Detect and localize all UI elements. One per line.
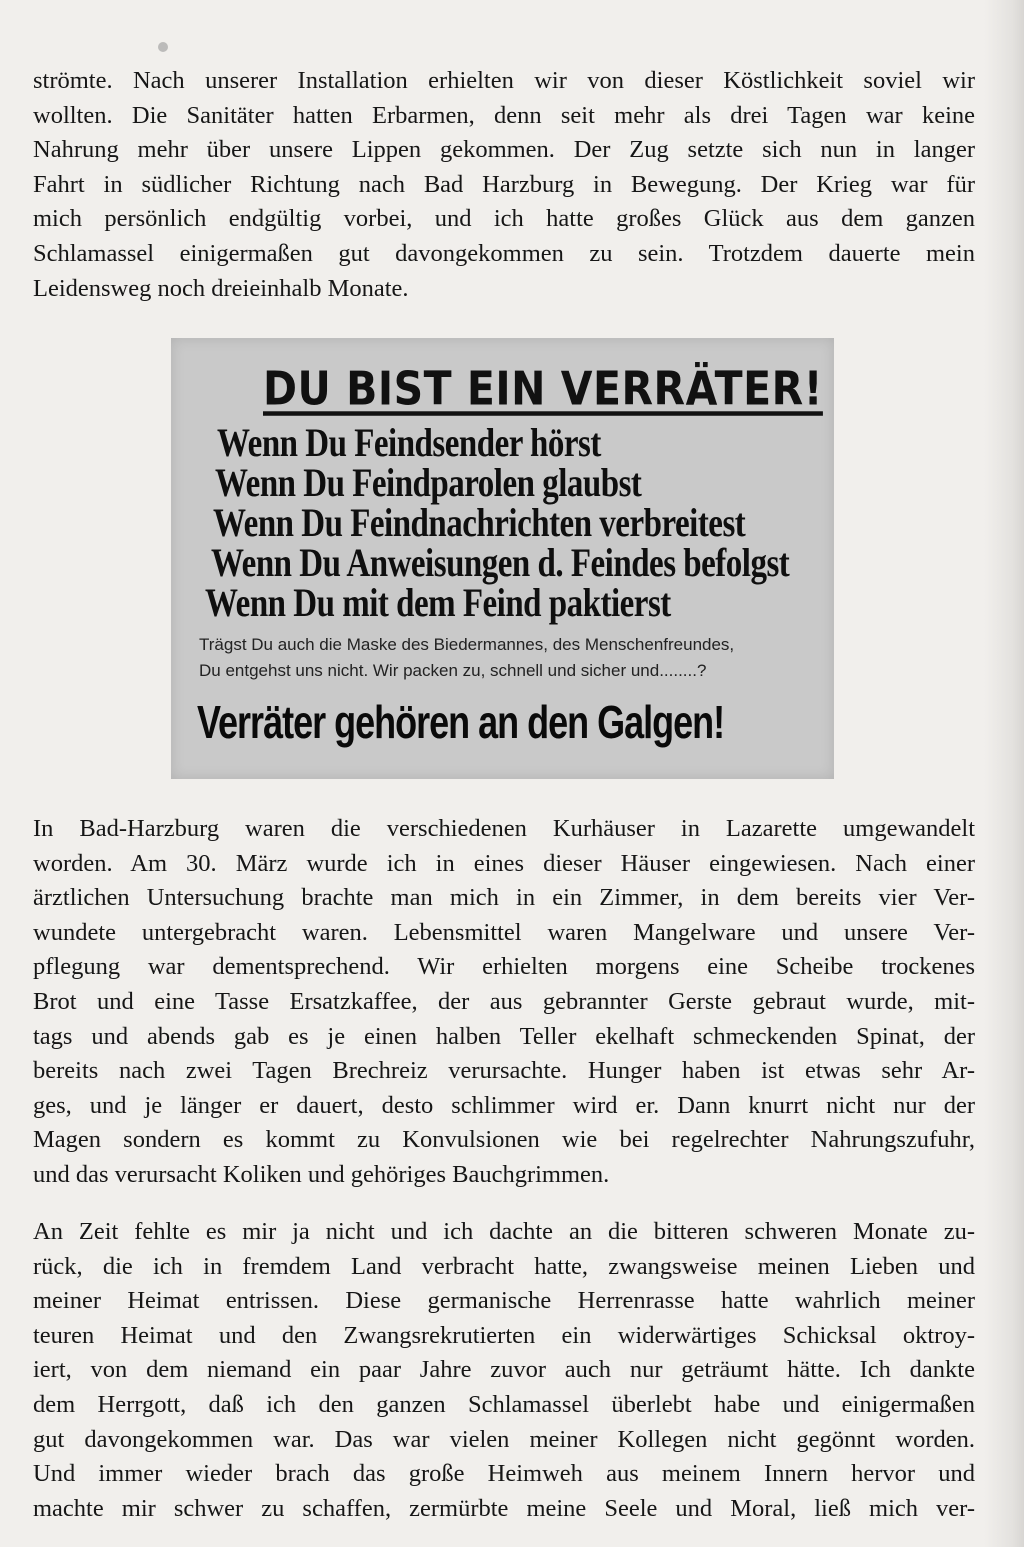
poster-small-text: Du entgehst uns nicht. Wir packen zu, schnell und sicher und........? xyxy=(199,661,707,680)
text-line: pflegung war dementsprechend. Wir erhielten morgens eine Scheibe trockenes xyxy=(33,953,975,981)
poster-headline: DU BIST EIN VERRÄTER! xyxy=(263,362,823,416)
propaganda-poster xyxy=(171,338,834,779)
text-line: gut davongekommen war. Das war vielen meiner Kollegen nicht gegönnt worden. xyxy=(33,1425,975,1453)
text-line: Und immer wieder brach das große Heimweh aus meinem Innern hervor und xyxy=(33,1460,975,1488)
text-line: Leidensweg noch dreieinhalb Monate. xyxy=(33,274,409,302)
text-line: wollten. Die Sanitäter hatten Erbarmen, denn seit mehr als drei Tagen war keine xyxy=(33,101,975,129)
text-line: Schlamassel einigermaßen gut davongekommen zu sein. Trotzdem dauerte mein xyxy=(33,239,975,267)
poster-condition: Wenn Du Feindnachrichten verbreitest xyxy=(213,502,746,546)
poster-slogan: Verräter gehören an den Galgen! xyxy=(197,696,725,749)
scan-speck xyxy=(158,42,168,52)
text-line: rück, die ich in fremdem Land verbracht hatte, zwangsweise meinen Lieben und xyxy=(33,1252,975,1280)
text-line: wundete untergebracht waren. Lebensmittel waren Mangelware und unsere Ver- xyxy=(33,918,975,946)
text-line: ges, und je länger er dauert, desto schlimmer wird er. Dann knurrt nicht nur der xyxy=(33,1091,975,1119)
poster-small-text: Trägst Du auch die Maske des Biedermannes, des Menschenfreundes, xyxy=(199,635,735,654)
paragraph-3 xyxy=(33,1215,975,1526)
page-edge-shadow xyxy=(984,0,1024,1547)
text-line: iert, von dem niemand ein paar Jahre zuvor auch nur geträumt hätte. Ich dankte xyxy=(33,1356,975,1384)
text-line: Magen sondern es kommt zu Konvulsionen wie bei regelrechter Nahrungszufuhr, xyxy=(33,1126,975,1154)
text-line: Brot und eine Tasse Ersatzkaffee, der aus gebrannter Gerste gebraut wurde, mit- xyxy=(33,987,975,1015)
poster-condition: Wenn Du Feindsender hörst xyxy=(217,422,601,466)
poster-condition: Wenn Du Anweisungen d. Feindes befolgst xyxy=(211,542,790,586)
paragraph-2 xyxy=(33,812,975,1193)
text-line: Fahrt in südlicher Richtung nach Bad Harzburg in Bewegung. Der Krieg war für xyxy=(33,170,975,198)
text-line: bereits nach zwei Tagen Brechreiz verursachte. Hunger haben ist etwas sehr Ar- xyxy=(33,1057,975,1085)
text-line: An Zeit fehlte es mir ja nicht und ich dachte an die bitteren schweren Monate zu- xyxy=(33,1218,975,1245)
poster-condition: Wenn Du Feindparolen glaubst xyxy=(215,462,642,506)
text-line: dem Herrgott, daß ich den ganzen Schlamassel überlebt habe und einigermaßen xyxy=(33,1390,975,1418)
text-line: ärztlichen Untersuchung brachte man mich in ein Zimmer, in dem bereits vier Ver- xyxy=(33,884,975,912)
text-line: worden. Am 30. März wurde ich in eines dieser Häuser eingewiesen. Nach einer xyxy=(33,849,975,877)
text-line: machte mir schwer zu schaffen, zermürbte meine Seele und Moral, ließ mich ver- xyxy=(33,1494,975,1522)
text-line: strömte. Nach unserer Installation erhielten wir von dieser Köstlichkeit soviel wir xyxy=(33,67,975,94)
text-line: tags und abends gab es je einen halben Teller ekelhaft schmeckenden Spinat, der xyxy=(33,1022,975,1050)
text-line: meiner Heimat entrissen. Diese germanische Herrenrasse hatte wahrlich meiner xyxy=(33,1287,975,1315)
text-line: mich persönlich endgültig vorbei, und ich hatte großes Glück aus dem ganzen xyxy=(33,205,975,233)
text-line: und das verursacht Koliken und gehöriges Bauchgrimmen. xyxy=(33,1160,610,1188)
text-line: In Bad-Harzburg waren die verschiedenen Kurhäuser in Lazarette umgewandelt xyxy=(33,815,975,842)
paragraph-1 xyxy=(33,64,975,306)
text-line: teuren Heimat und den Zwangsrekrutierten ein widerwärtiges Schicksal oktroy- xyxy=(33,1321,975,1349)
poster-condition: Wenn Du mit dem Feind paktierst xyxy=(205,582,671,626)
text-line: Nahrung mehr über unsere Lippen gekommen. Der Zug setzte sich nun in langer xyxy=(33,136,975,164)
